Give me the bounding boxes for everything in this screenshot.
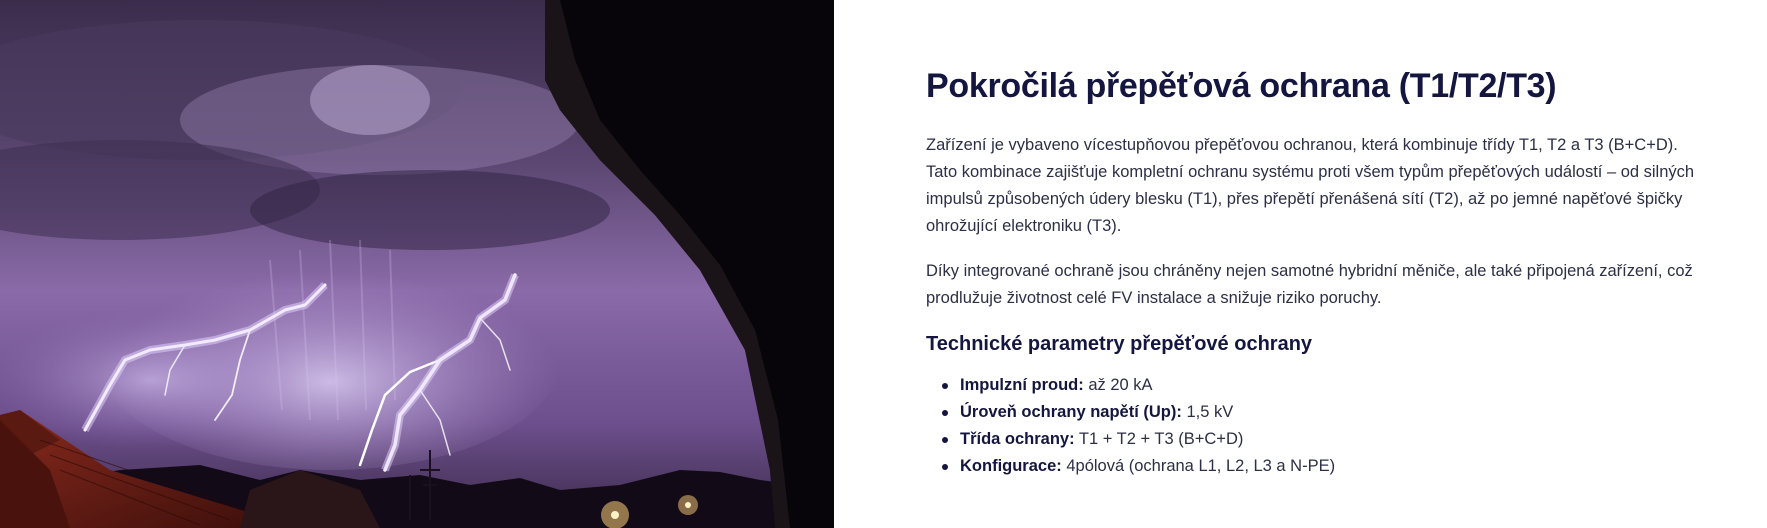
- param-value: až 20 kA: [1083, 376, 1153, 394]
- param-value: 4pólová (ochrana L1, L2, L3 a N-PE): [1061, 457, 1336, 475]
- parameters-list: [926, 372, 1707, 480]
- param-label: Impulzní proud:: [960, 376, 1084, 394]
- param-label: Třída ochrany:: [960, 430, 1075, 448]
- parameters-subtitle: Technické parametry přepěťové ochrany: [926, 333, 1313, 355]
- param-item-configuration: [960, 453, 1707, 480]
- param-item-impulse-current: [960, 372, 1707, 399]
- param-item-voltage-protection: [960, 399, 1707, 426]
- param-label: Úroveň ochrany napětí (Up):: [960, 403, 1182, 421]
- param-item-protection-class: [960, 426, 1707, 453]
- section-title: Pokročilá přepěťová ochrana (T1/T2/T3): [926, 67, 1557, 105]
- param-label: Konfigurace:: [960, 457, 1062, 475]
- param-value: 1,5 kV: [1181, 403, 1234, 421]
- param-value: T1 + T2 + T3 (B+C+D): [1074, 430, 1244, 448]
- lightning-storm-photo: [0, 0, 834, 528]
- content-section: [834, 0, 1767, 528]
- intro-paragraph: Zařízení je vybaveno vícestupňovou přepěťovou ochranou, která kombinuje třídy T1, T2 a T3 (B+C+D). Tato kombinace zajišťuje kompletní ochranu systému proti všem typům přepěťových událostí – od silných impulsů způsobených údery blesku (T1), přes přepětí přenášená sítí (T2), až po jemné napěťové špičky ohrožující elektroniku (T3).: [926, 136, 1695, 235]
- benefit-paragraph: Díky integrované ochraně jsou chráněny nejen samotné hybridní měniče, ale také připojená zařízení, což prodlužuje životnost celé FV instalace a snižuje riziko poruchy.: [926, 262, 1693, 307]
